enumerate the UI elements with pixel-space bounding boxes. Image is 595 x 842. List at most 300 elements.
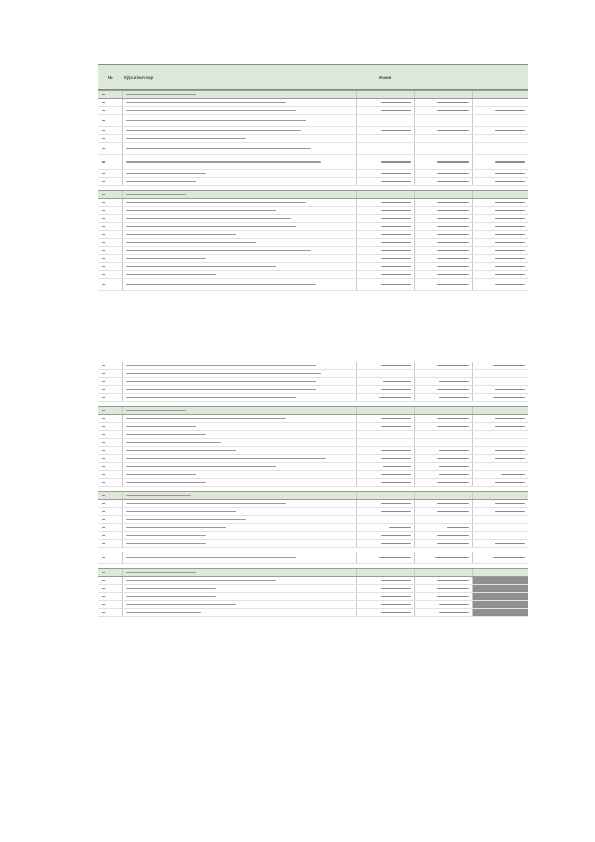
table-row (98, 223, 528, 231)
value-cell (356, 500, 414, 507)
value-placeholder (383, 466, 411, 467)
row-number-cell (98, 231, 122, 238)
row-number-cell (98, 178, 122, 185)
row-label-placeholder (126, 365, 316, 366)
row-label-placeholder (126, 572, 196, 573)
value-cell (356, 223, 414, 230)
row-label-cell (122, 127, 356, 134)
row-number-cell (98, 532, 122, 539)
value-cell (414, 215, 472, 222)
value-cell (414, 255, 472, 262)
value-placeholder (495, 266, 525, 267)
value-cell (356, 479, 414, 486)
row-label-placeholder (126, 543, 206, 544)
value-cell (356, 447, 414, 454)
value-placeholder (381, 543, 411, 544)
table-row (98, 585, 528, 593)
row-number-placeholder (102, 284, 105, 285)
row-number-placeholder (102, 110, 105, 111)
value-cell (472, 601, 528, 608)
row-label-cell (122, 362, 356, 369)
value-cell (472, 552, 528, 563)
value-cell (414, 99, 472, 106)
table-row (98, 178, 528, 186)
row-number-cell (98, 247, 122, 254)
row-number-placeholder (102, 410, 105, 411)
row-number-cell (98, 263, 122, 270)
value-cell (356, 407, 414, 414)
row-label-cell (122, 492, 356, 499)
row-label-cell (122, 378, 356, 385)
value-placeholder (381, 102, 411, 103)
row-number-cell (98, 378, 122, 385)
row-number-placeholder (102, 450, 105, 451)
value-cell (356, 247, 414, 254)
row-number-placeholder (102, 258, 105, 259)
value-placeholder (381, 130, 411, 131)
row-label-cell (122, 479, 356, 486)
row-number-placeholder (102, 161, 105, 162)
table-row (98, 362, 528, 370)
value-cell (356, 524, 414, 531)
value-cell (472, 492, 528, 499)
value-cell (472, 247, 528, 254)
value-cell (356, 532, 414, 539)
value-cell (414, 143, 472, 154)
table-row (98, 479, 528, 487)
value-cell (356, 231, 414, 238)
value-cell (472, 370, 528, 377)
value-cell (414, 231, 472, 238)
row-number-cell (98, 585, 122, 592)
value-placeholder (437, 226, 469, 227)
row-number-cell (98, 370, 122, 377)
value-cell (472, 115, 528, 126)
value-placeholder (381, 110, 411, 111)
row-label-placeholder (126, 234, 236, 235)
value-placeholder (437, 274, 469, 275)
row-label-cell (122, 191, 356, 198)
value-cell (356, 135, 414, 142)
value-placeholder (389, 527, 411, 528)
value-cell (414, 423, 472, 430)
value-placeholder (437, 250, 469, 251)
value-cell (356, 255, 414, 262)
row-label-placeholder (126, 202, 306, 203)
value-placeholder (493, 397, 525, 398)
row-label-cell (122, 271, 356, 278)
value-cell (472, 231, 528, 238)
row-label-cell (122, 532, 356, 539)
value-cell (472, 463, 528, 470)
value-placeholder (495, 284, 525, 285)
value-cell (414, 540, 472, 547)
row-label-placeholder (126, 148, 311, 149)
row-number-cell (98, 362, 122, 369)
table-row (98, 231, 528, 239)
value-placeholder (439, 474, 469, 475)
value-placeholder (381, 596, 411, 597)
row-number-cell (98, 423, 122, 430)
shaded-cell (473, 585, 528, 592)
value-cell (472, 155, 528, 169)
value-placeholder (437, 202, 469, 203)
value-cell (472, 407, 528, 414)
row-label-cell (122, 99, 356, 106)
row-number-placeholder (102, 482, 105, 483)
row-label-cell (122, 552, 356, 563)
value-cell (472, 471, 528, 478)
table-row (98, 500, 528, 508)
row-number-placeholder (102, 210, 105, 211)
row-label-placeholder (126, 102, 286, 103)
value-cell (472, 415, 528, 422)
table-row (98, 135, 528, 143)
row-number-cell (98, 463, 122, 470)
table-row (98, 415, 528, 423)
value-cell (472, 378, 528, 385)
table-row (98, 431, 528, 439)
value-placeholder (495, 258, 525, 259)
row-label-cell (122, 569, 356, 576)
row-number-cell (98, 601, 122, 608)
row-number-placeholder (102, 474, 105, 475)
row-label-placeholder (126, 442, 221, 443)
value-cell (414, 500, 472, 507)
value-cell (356, 170, 414, 177)
value-cell (356, 115, 414, 126)
value-cell (414, 552, 472, 563)
value-placeholder (381, 284, 411, 285)
value-cell (414, 91, 472, 98)
row-number-placeholder (102, 458, 105, 459)
value-placeholder (495, 511, 525, 512)
value-placeholder (381, 580, 411, 581)
value-cell (414, 247, 472, 254)
value-cell (356, 508, 414, 515)
row-number-placeholder (102, 557, 105, 558)
row-number-placeholder (102, 274, 105, 275)
row-label-cell (122, 370, 356, 377)
row-label-cell (122, 471, 356, 478)
row-label-cell (122, 91, 356, 98)
value-placeholder (381, 161, 411, 162)
value-cell (472, 215, 528, 222)
row-number-placeholder (102, 234, 105, 235)
value-cell (356, 577, 414, 584)
value-cell (472, 207, 528, 214)
value-placeholder (495, 250, 525, 251)
row-number-placeholder (102, 580, 105, 581)
value-cell (356, 107, 414, 114)
value-cell (356, 386, 414, 393)
row-number-cell (98, 394, 122, 401)
value-placeholder (381, 266, 411, 267)
value-placeholder (381, 612, 411, 613)
row-label-cell (122, 239, 356, 246)
row-label-placeholder (126, 258, 206, 259)
value-placeholder (437, 242, 469, 243)
value-placeholder (495, 161, 525, 162)
row-number-placeholder (102, 543, 105, 544)
row-number-cell (98, 127, 122, 134)
shaded-cell (473, 577, 528, 584)
value-placeholder (437, 535, 469, 536)
value-cell (472, 143, 528, 154)
row-number-placeholder (102, 226, 105, 227)
value-placeholder (495, 110, 525, 111)
value-placeholder (437, 511, 469, 512)
row-label-placeholder (126, 161, 321, 162)
value-cell (414, 155, 472, 169)
value-placeholder (381, 365, 411, 366)
value-cell (414, 191, 472, 198)
shaded-cell (473, 601, 528, 608)
value-cell (414, 508, 472, 515)
row-number-placeholder (102, 426, 105, 427)
value-cell (472, 271, 528, 278)
value-cell (414, 569, 472, 576)
table-row (98, 516, 528, 524)
row-number-cell (98, 407, 122, 414)
table-row (98, 99, 528, 107)
value-cell (414, 447, 472, 454)
row-label-placeholder (126, 580, 276, 581)
value-cell (472, 362, 528, 369)
value-placeholder (381, 234, 411, 235)
row-number-cell (98, 492, 122, 499)
row-number-cell (98, 199, 122, 206)
value-placeholder (381, 173, 411, 174)
table-row (98, 271, 528, 279)
row-label-cell (122, 386, 356, 393)
value-placeholder (379, 397, 411, 398)
value-cell (414, 609, 472, 616)
value-cell (414, 178, 472, 185)
row-number-placeholder (102, 138, 105, 139)
value-cell (414, 271, 472, 278)
row-label-cell (122, 231, 356, 238)
shaded-cell (473, 593, 528, 600)
row-label-placeholder (126, 373, 321, 374)
row-number-cell (98, 609, 122, 616)
value-cell (414, 362, 472, 369)
row-number-cell (98, 540, 122, 547)
row-number-cell (98, 207, 122, 214)
value-placeholder (381, 242, 411, 243)
value-placeholder (381, 604, 411, 605)
table-row (98, 386, 528, 394)
value-cell (414, 370, 472, 377)
value-cell (414, 479, 472, 486)
row-label-placeholder (126, 120, 306, 121)
section-row (98, 406, 528, 415)
value-cell (472, 199, 528, 206)
row-number-cell (98, 191, 122, 198)
value-placeholder (495, 418, 525, 419)
row-number-placeholder (102, 218, 105, 219)
value-placeholder (447, 527, 469, 528)
report-table-top (98, 64, 528, 291)
value-placeholder (381, 588, 411, 589)
value-cell (472, 540, 528, 547)
value-cell (356, 191, 414, 198)
value-placeholder (437, 161, 469, 162)
row-label-placeholder (126, 596, 216, 597)
value-cell (356, 91, 414, 98)
row-number-cell (98, 170, 122, 177)
row-number-cell (98, 386, 122, 393)
row-number-placeholder (102, 173, 105, 174)
value-cell (356, 215, 414, 222)
row-number-placeholder (102, 418, 105, 419)
row-label-placeholder (126, 284, 316, 285)
row-label-placeholder (126, 410, 186, 411)
value-placeholder (437, 503, 469, 504)
value-placeholder (495, 218, 525, 219)
row-label-placeholder (126, 397, 296, 398)
row-number-cell (98, 271, 122, 278)
value-cell (356, 431, 414, 438)
shaded-cell (473, 609, 528, 616)
row-label-cell (122, 143, 356, 154)
row-label-placeholder (126, 588, 216, 589)
row-label-cell (122, 394, 356, 401)
row-number-placeholder (102, 527, 105, 528)
value-cell (356, 463, 414, 470)
table-row (98, 593, 528, 601)
table-row (98, 532, 528, 540)
value-cell (356, 271, 414, 278)
value-placeholder (437, 482, 469, 483)
value-placeholder (437, 181, 469, 182)
value-cell (414, 455, 472, 462)
table-row (98, 447, 528, 455)
row-label-cell (122, 601, 356, 608)
row-label-cell (122, 178, 356, 185)
value-cell (356, 455, 414, 462)
value-cell (356, 593, 414, 600)
row-number-cell (98, 552, 122, 563)
value-placeholder (437, 418, 469, 419)
value-placeholder (381, 274, 411, 275)
value-cell (472, 107, 528, 114)
row-label-placeholder (126, 503, 286, 504)
value-cell (414, 407, 472, 414)
value-placeholder (495, 226, 525, 227)
value-cell (472, 593, 528, 600)
value-cell (356, 155, 414, 169)
value-placeholder (495, 173, 525, 174)
row-number-cell (98, 508, 122, 515)
row-number-cell (98, 91, 122, 98)
table-row (98, 601, 528, 609)
row-label-placeholder (126, 604, 236, 605)
table-row (98, 239, 528, 247)
row-label-placeholder (126, 450, 236, 451)
value-placeholder (381, 450, 411, 451)
value-placeholder (495, 210, 525, 211)
row-number-cell (98, 239, 122, 246)
section-row (98, 491, 528, 500)
table-row (98, 471, 528, 479)
value-placeholder (437, 284, 469, 285)
value-placeholder (381, 389, 411, 390)
report-table-bottom (98, 362, 528, 617)
value-cell (472, 500, 528, 507)
value-placeholder (439, 604, 469, 605)
value-cell (356, 263, 414, 270)
value-cell (356, 370, 414, 377)
row-number-cell (98, 99, 122, 106)
row-label-cell (122, 423, 356, 430)
value-placeholder (439, 466, 469, 467)
value-cell (356, 143, 414, 154)
row-number-placeholder (102, 250, 105, 251)
value-cell (356, 540, 414, 547)
value-placeholder (437, 543, 469, 544)
row-number-placeholder (102, 94, 105, 95)
value-placeholder (437, 596, 469, 597)
value-cell (472, 394, 528, 401)
value-cell (414, 439, 472, 446)
row-label-cell (122, 247, 356, 254)
row-number-placeholder (102, 503, 105, 504)
header-col-3: Жами (378, 74, 392, 80)
row-number-placeholder (102, 535, 105, 536)
value-cell (414, 492, 472, 499)
value-cell (356, 569, 414, 576)
row-number-placeholder (102, 242, 105, 243)
row-label-placeholder (126, 434, 206, 435)
table-row (98, 423, 528, 431)
value-placeholder (439, 450, 469, 451)
row-number-placeholder (102, 572, 105, 573)
value-placeholder (437, 218, 469, 219)
value-cell (414, 524, 472, 531)
row-label-cell (122, 447, 356, 454)
row-label-cell (122, 439, 356, 446)
value-cell (356, 609, 414, 616)
value-placeholder (495, 242, 525, 243)
table-row (98, 107, 528, 115)
table-body-top (98, 90, 528, 291)
row-label-cell (122, 170, 356, 177)
row-number-placeholder (102, 466, 105, 467)
row-number-placeholder (102, 266, 105, 267)
value-cell (472, 191, 528, 198)
row-number-cell (98, 107, 122, 114)
row-label-placeholder (126, 389, 316, 390)
table-row (98, 279, 528, 291)
value-cell (472, 263, 528, 270)
value-placeholder (495, 130, 525, 131)
row-label-placeholder (126, 519, 246, 520)
table-row (98, 207, 528, 215)
value-cell (414, 207, 472, 214)
row-number-cell (98, 155, 122, 169)
row-number-placeholder (102, 511, 105, 512)
row-label-cell (122, 263, 356, 270)
value-placeholder (437, 130, 469, 131)
value-placeholder (437, 266, 469, 267)
row-number-placeholder (102, 365, 105, 366)
table-row (98, 143, 528, 155)
table-row (98, 263, 528, 271)
row-label-placeholder (126, 194, 186, 195)
value-cell (472, 516, 528, 523)
header-col-no: № (107, 74, 113, 80)
